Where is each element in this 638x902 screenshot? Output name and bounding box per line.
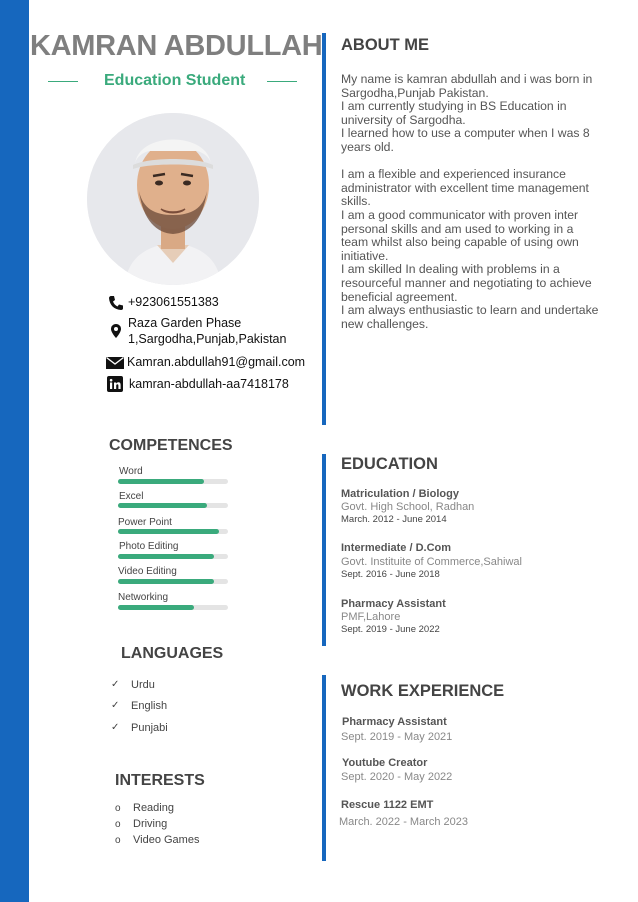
skill-label: Video Editing bbox=[118, 566, 177, 577]
about-paragraph: I am always enthusiastic to learn and undertake new challenges. bbox=[341, 303, 599, 331]
check-icon: ✓ bbox=[111, 722, 120, 733]
interest-item: Driving bbox=[133, 818, 168, 830]
phone-number[interactable]: +923061551383 bbox=[128, 295, 219, 309]
location-pin-icon bbox=[108, 323, 124, 339]
education-title: Pharmacy Assistant bbox=[341, 598, 446, 610]
check-icon: ✓ bbox=[111, 679, 120, 690]
education-institution: Govt. Instituite of Commerce,Sahiwal bbox=[341, 556, 522, 568]
language-item: Punjabi bbox=[131, 722, 168, 734]
skill-bar-fill bbox=[118, 605, 194, 610]
skill-label: Excel bbox=[119, 491, 144, 502]
skill-label: Word bbox=[119, 466, 143, 477]
skill-bar bbox=[118, 579, 228, 584]
work-dates: Sept. 2020 - May 2022 bbox=[341, 771, 453, 783]
title-divider-left bbox=[48, 81, 78, 82]
education-title: Intermediate / D.Com bbox=[341, 542, 452, 554]
linkedin-handle[interactable]: kamran-abdullah-aa7418178 bbox=[129, 377, 289, 391]
work-divider-line bbox=[322, 675, 326, 861]
skill-bar-fill bbox=[118, 479, 204, 484]
competences-heading: COMPETENCES bbox=[109, 437, 233, 454]
about-paragraph: I learned how to use a computer when I was 8 years old. bbox=[341, 126, 590, 154]
about-paragraph: My name is kamran abdullah and i was born in Sargodha,Punjab Pakistan. bbox=[341, 72, 593, 100]
phone-icon bbox=[108, 295, 124, 311]
skill-bar bbox=[118, 529, 228, 534]
check-icon: ✓ bbox=[111, 700, 120, 711]
skill-bar-fill bbox=[118, 554, 214, 559]
profile-photo bbox=[87, 113, 259, 285]
languages-heading: LANGUAGES bbox=[121, 645, 224, 662]
interest-item: Reading bbox=[133, 802, 174, 814]
email-address[interactable]: Kamran.abdullah91@gmail.com bbox=[127, 355, 306, 369]
linkedin-icon bbox=[107, 376, 123, 392]
skill-bar-fill bbox=[118, 529, 219, 534]
about-paragraph: I am a good communicator with proven inter personal skills and am used to working in a team whilst also being capable of using own initiative. bbox=[341, 207, 579, 263]
about-divider-line bbox=[322, 33, 326, 425]
work-title: Rescue 1122 EMT bbox=[341, 799, 434, 811]
about-paragraph: I am currently studying in BS Education in university of Sargodha. bbox=[341, 99, 567, 127]
address-line-2: 1,Sargodha,Punjab,Pakistan bbox=[128, 332, 287, 346]
work-dates: March. 2022 - March 2023 bbox=[339, 816, 469, 828]
education-dates: Sept. 2016 - June 2018 bbox=[341, 569, 440, 580]
education-dates: March. 2012 - June 2014 bbox=[341, 514, 447, 525]
education-title: Matriculation / Biology bbox=[341, 488, 459, 500]
education-institution: Govt. High School, Radhan bbox=[341, 501, 475, 513]
skill-label: Power Point bbox=[118, 517, 172, 528]
skill-label: Photo Editing bbox=[119, 541, 179, 552]
candidate-title: Education Student bbox=[104, 72, 246, 89]
language-item: Urdu bbox=[131, 679, 155, 691]
skill-bar-fill bbox=[118, 503, 207, 508]
work-dates: Sept. 2019 - May 2021 bbox=[341, 731, 453, 743]
education-institution: PMF,Lahore bbox=[341, 611, 401, 623]
interest-item: Video Games bbox=[133, 834, 200, 846]
title-divider-right bbox=[267, 81, 297, 82]
work-title: Youtube Creator bbox=[342, 757, 428, 769]
skill-bar bbox=[118, 479, 228, 484]
circle-bullet-icon: o bbox=[115, 803, 121, 814]
circle-bullet-icon: o bbox=[115, 835, 121, 846]
email-icon bbox=[106, 355, 124, 371]
skill-bar bbox=[118, 503, 228, 508]
address-line-1: Raza Garden Phase bbox=[128, 316, 242, 330]
about-paragraph: I am skilled In dealing with problems in a resourceful manner and negotiating to achieve beneficial agreement. bbox=[341, 262, 592, 304]
skill-bar bbox=[118, 605, 228, 610]
language-item: English bbox=[131, 700, 168, 712]
skill-bar-fill bbox=[118, 579, 214, 584]
education-heading: EDUCATION bbox=[341, 455, 438, 473]
circle-bullet-icon: o bbox=[115, 819, 121, 830]
about-text bbox=[341, 73, 603, 331]
interests-heading: INTERESTS bbox=[115, 772, 205, 789]
skill-bar bbox=[118, 554, 228, 559]
work-title: Pharmacy Assistant bbox=[342, 716, 447, 728]
candidate-name: KAMRAN ABDULLAH bbox=[30, 30, 323, 62]
about-paragraph: I am a flexible and experienced insurance administrator with excellent time management skills. bbox=[341, 167, 589, 209]
education-dates: Sept. 2019 - June 2022 bbox=[341, 624, 440, 635]
skill-label: Networking bbox=[118, 592, 169, 603]
about-heading: ABOUT ME bbox=[341, 36, 429, 54]
left-accent-bar bbox=[0, 0, 29, 902]
work-heading: WORK EXPERIENCE bbox=[341, 682, 505, 700]
education-divider-line bbox=[322, 454, 326, 646]
